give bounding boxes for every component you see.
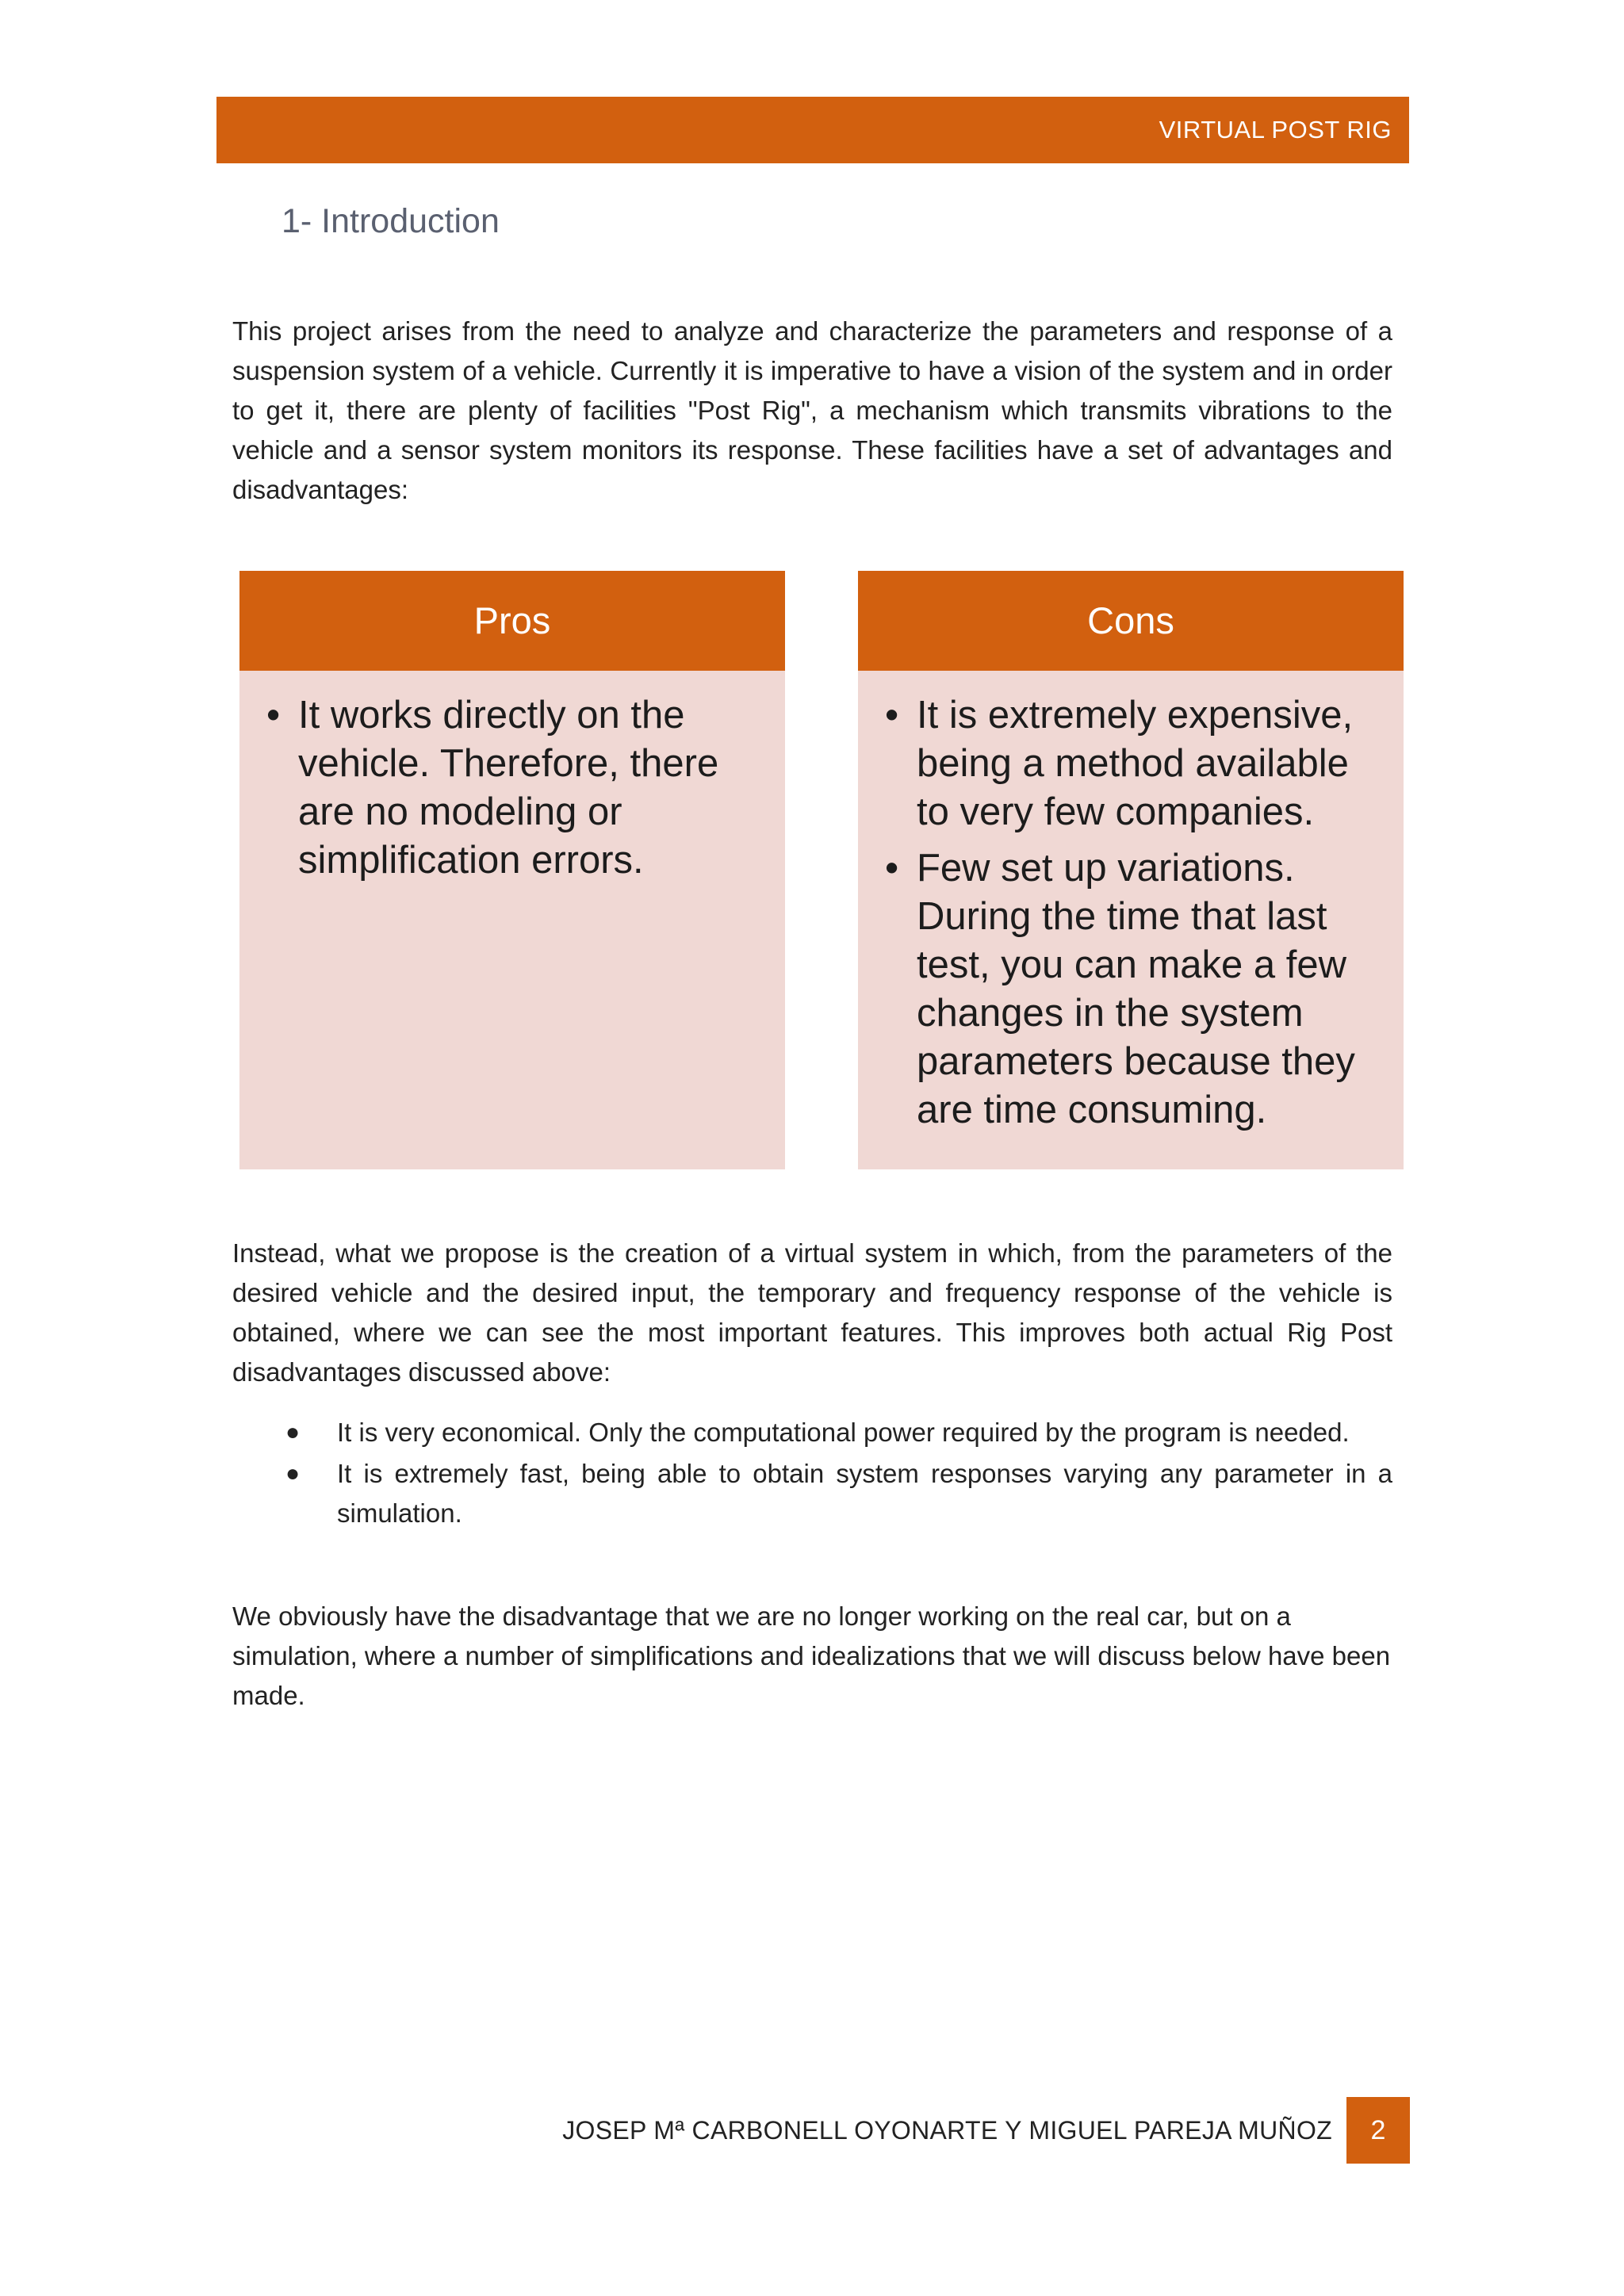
- bullet-icon: •: [885, 847, 899, 890]
- page-number: 2: [1346, 2097, 1410, 2164]
- pros-box: [239, 571, 785, 1169]
- proposal-paragraph: Instead, what we propose is the creation of a virtual system in which, from the parameters of the desired vehicle and the desired input, the temporary and frequency response of the vehicle is obtained, where we can see the most important features. This improves both actual Rig Post disadvantages discussed above:: [232, 1238, 1392, 1387]
- list-item-text: It is very economical. Only the computational power required by the program is needed.: [337, 1418, 1350, 1447]
- list-item-text: It is extremely fast, being able to obtain system responses varying any parameter in a simulation.: [337, 1459, 1392, 1528]
- header-bar: [216, 97, 1409, 163]
- list-item: [285, 1454, 1392, 1533]
- pros-list: [239, 671, 785, 885]
- intro-paragraph: This project arises from the need to analyze and characterize the parameters and response of a suspension system of a vehicle. Currently it is imperative to have a vision of the system and in order to get it, there are plenty of facilities "Post Rig", a mechanism which transmits vibrations to the vehicle and a sensor system monitors its response. These facilities have a set of advantages and disadvantages:: [232, 316, 1392, 504]
- footer-authors: JOSEP Mª CARBONELL OYONARTE Y MIGUEL PAREJA MUÑOZ: [562, 2116, 1332, 2145]
- bullet-icon: •: [885, 694, 899, 737]
- header-title: VIRTUAL POST RIG: [1159, 116, 1392, 144]
- cons-item: [882, 691, 1380, 836]
- cons-item-text: Few set up variations. During the time that last test, you can make a few changes in the system parameters because they are time consuming.: [917, 847, 1355, 1131]
- cons-list: [858, 671, 1404, 1135]
- pros-item: [263, 691, 761, 885]
- cons-item-text: It is extremely expensive, being a method available to very few companies.: [917, 694, 1354, 833]
- advantages-list: [285, 1413, 1392, 1535]
- cons-title: Cons: [858, 571, 1404, 671]
- bullet-icon: ●: [285, 1419, 301, 1445]
- pros-title: Pros: [239, 571, 785, 671]
- cons-item: [882, 844, 1380, 1135]
- bullet-icon: •: [266, 694, 281, 737]
- section-heading: 1- Introduction: [282, 202, 500, 240]
- cons-box: [858, 571, 1404, 1169]
- pros-item-text: It works directly on the vehicle. Therefore, there are no modeling or simplification errors.: [298, 694, 719, 882]
- bullet-icon: ●: [285, 1460, 301, 1487]
- conclusion-paragraph: We obviously have the disadvantage that we are no longer working on the real car, but on a simulation, where a number of simplifications and idealizations that we will discuss below have been made.: [232, 1601, 1391, 1710]
- list-item: [285, 1413, 1392, 1452]
